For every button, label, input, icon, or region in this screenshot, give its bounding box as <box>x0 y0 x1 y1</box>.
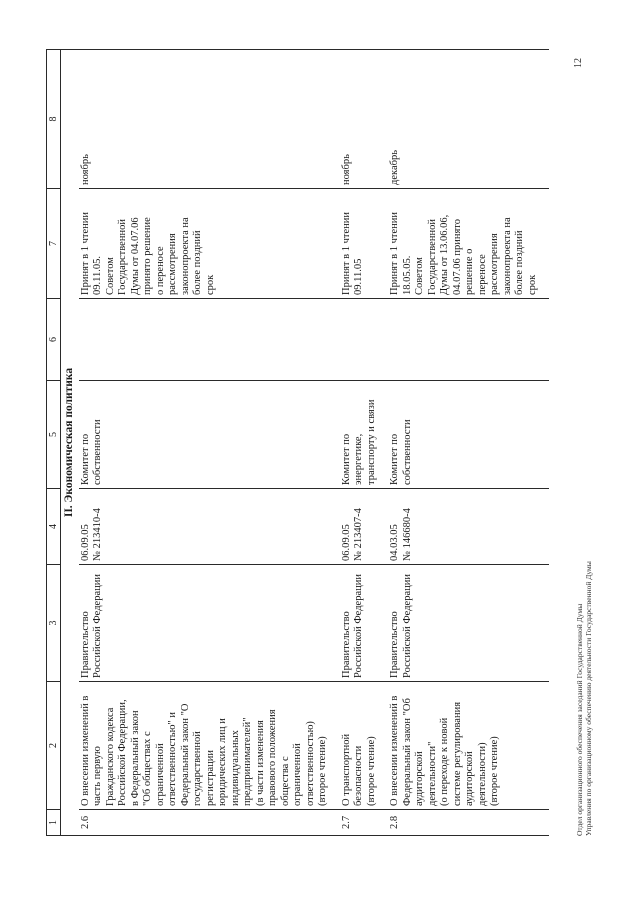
footer-line-administration: Управления по организационному обеспечению деятельности Государственной Думы <box>584 561 593 836</box>
bill-author: Правительство Российской Федерации <box>340 565 389 682</box>
page-footer <box>575 561 593 836</box>
bill-author: Правительство Российской Федерации <box>79 565 340 682</box>
bill-title: О внесении изменений в часть первую Гражданского кодекса Российской Федерации, в Федеральный закон "Об обществах с ограниченной ответственностью" и Федеральный закон "О государственной регистрации юридических лиц и индивидуальных предпринимателей" (в части изменения правового положения общества с ограниченной ответственностью) (второе чтение) <box>79 682 340 810</box>
header-cell-4: 4 <box>47 489 61 565</box>
scheduled-month: ноябрь <box>79 50 340 189</box>
section-title: II. Экономическая политика <box>61 50 79 836</box>
bill-status: Принят в 1 чтении 09.11.05. Советом Государственной Думы от 04.07.06 принято решение о переносе рассмотрения законопроекта на более поздний срок <box>79 189 340 299</box>
header-cell-8: 8 <box>47 50 61 189</box>
column-6-cell <box>79 299 340 381</box>
header-cell-3: 3 <box>47 565 61 682</box>
header-cell-7: 7 <box>47 189 61 299</box>
scheduled-month: декабрь <box>388 50 549 189</box>
bill-registration: 06.09.05 № 213410-4 <box>79 489 340 565</box>
header-cell-1: 1 <box>47 810 61 836</box>
bill-author: Правительство Российской Федерации <box>388 565 549 682</box>
bills-table <box>46 49 549 836</box>
row-number: 2.7 <box>340 810 389 836</box>
column-6-cell <box>388 299 549 381</box>
table-row <box>388 50 549 836</box>
responsible-committee: Комитет по энергетике, транспорту и связи <box>340 381 389 489</box>
header-cell-6: 6 <box>47 299 61 381</box>
bill-title: О транспортной безопасности (второе чтение) <box>340 682 389 810</box>
bill-registration: 04.03.05 № 146680-4 <box>388 489 549 565</box>
table-row <box>340 50 389 836</box>
row-number: 2.6 <box>79 810 340 836</box>
bill-title: О внесении изменений в Федеральный закон "Об аудиторской деятельности" (о переходе к новой системе регулирования аудиторской деятельности) (второе чтение) <box>388 682 549 810</box>
responsible-committee: Комитет по собственности <box>79 381 340 489</box>
scheduled-month: ноябрь <box>340 50 389 189</box>
column-6-cell <box>340 299 389 381</box>
header-row <box>47 50 61 836</box>
bill-registration: 06.09.05 № 213407-4 <box>340 489 389 565</box>
table-row <box>79 50 340 836</box>
section-row <box>61 50 79 836</box>
bill-status: Принят в 1 чтении 18.05.05. Советом Государственной Думы от 13.06.06, 04.07.06 принято решение о переносе рассмотрения законопроекта на более поздний срок <box>388 189 549 299</box>
rotated-page <box>10 20 610 880</box>
header-cell-2: 2 <box>47 682 61 810</box>
bill-status: Принят в 1 чтении 09.11.05 <box>340 189 389 299</box>
footer-line-department: Отдел организационного обеспечения заседаний Государственной Думы <box>575 603 584 836</box>
page-number: 12 <box>573 58 584 68</box>
responsible-committee: Комитет по собственности <box>388 381 549 489</box>
row-number: 2.8 <box>388 810 549 836</box>
header-cell-5: 5 <box>47 381 61 489</box>
